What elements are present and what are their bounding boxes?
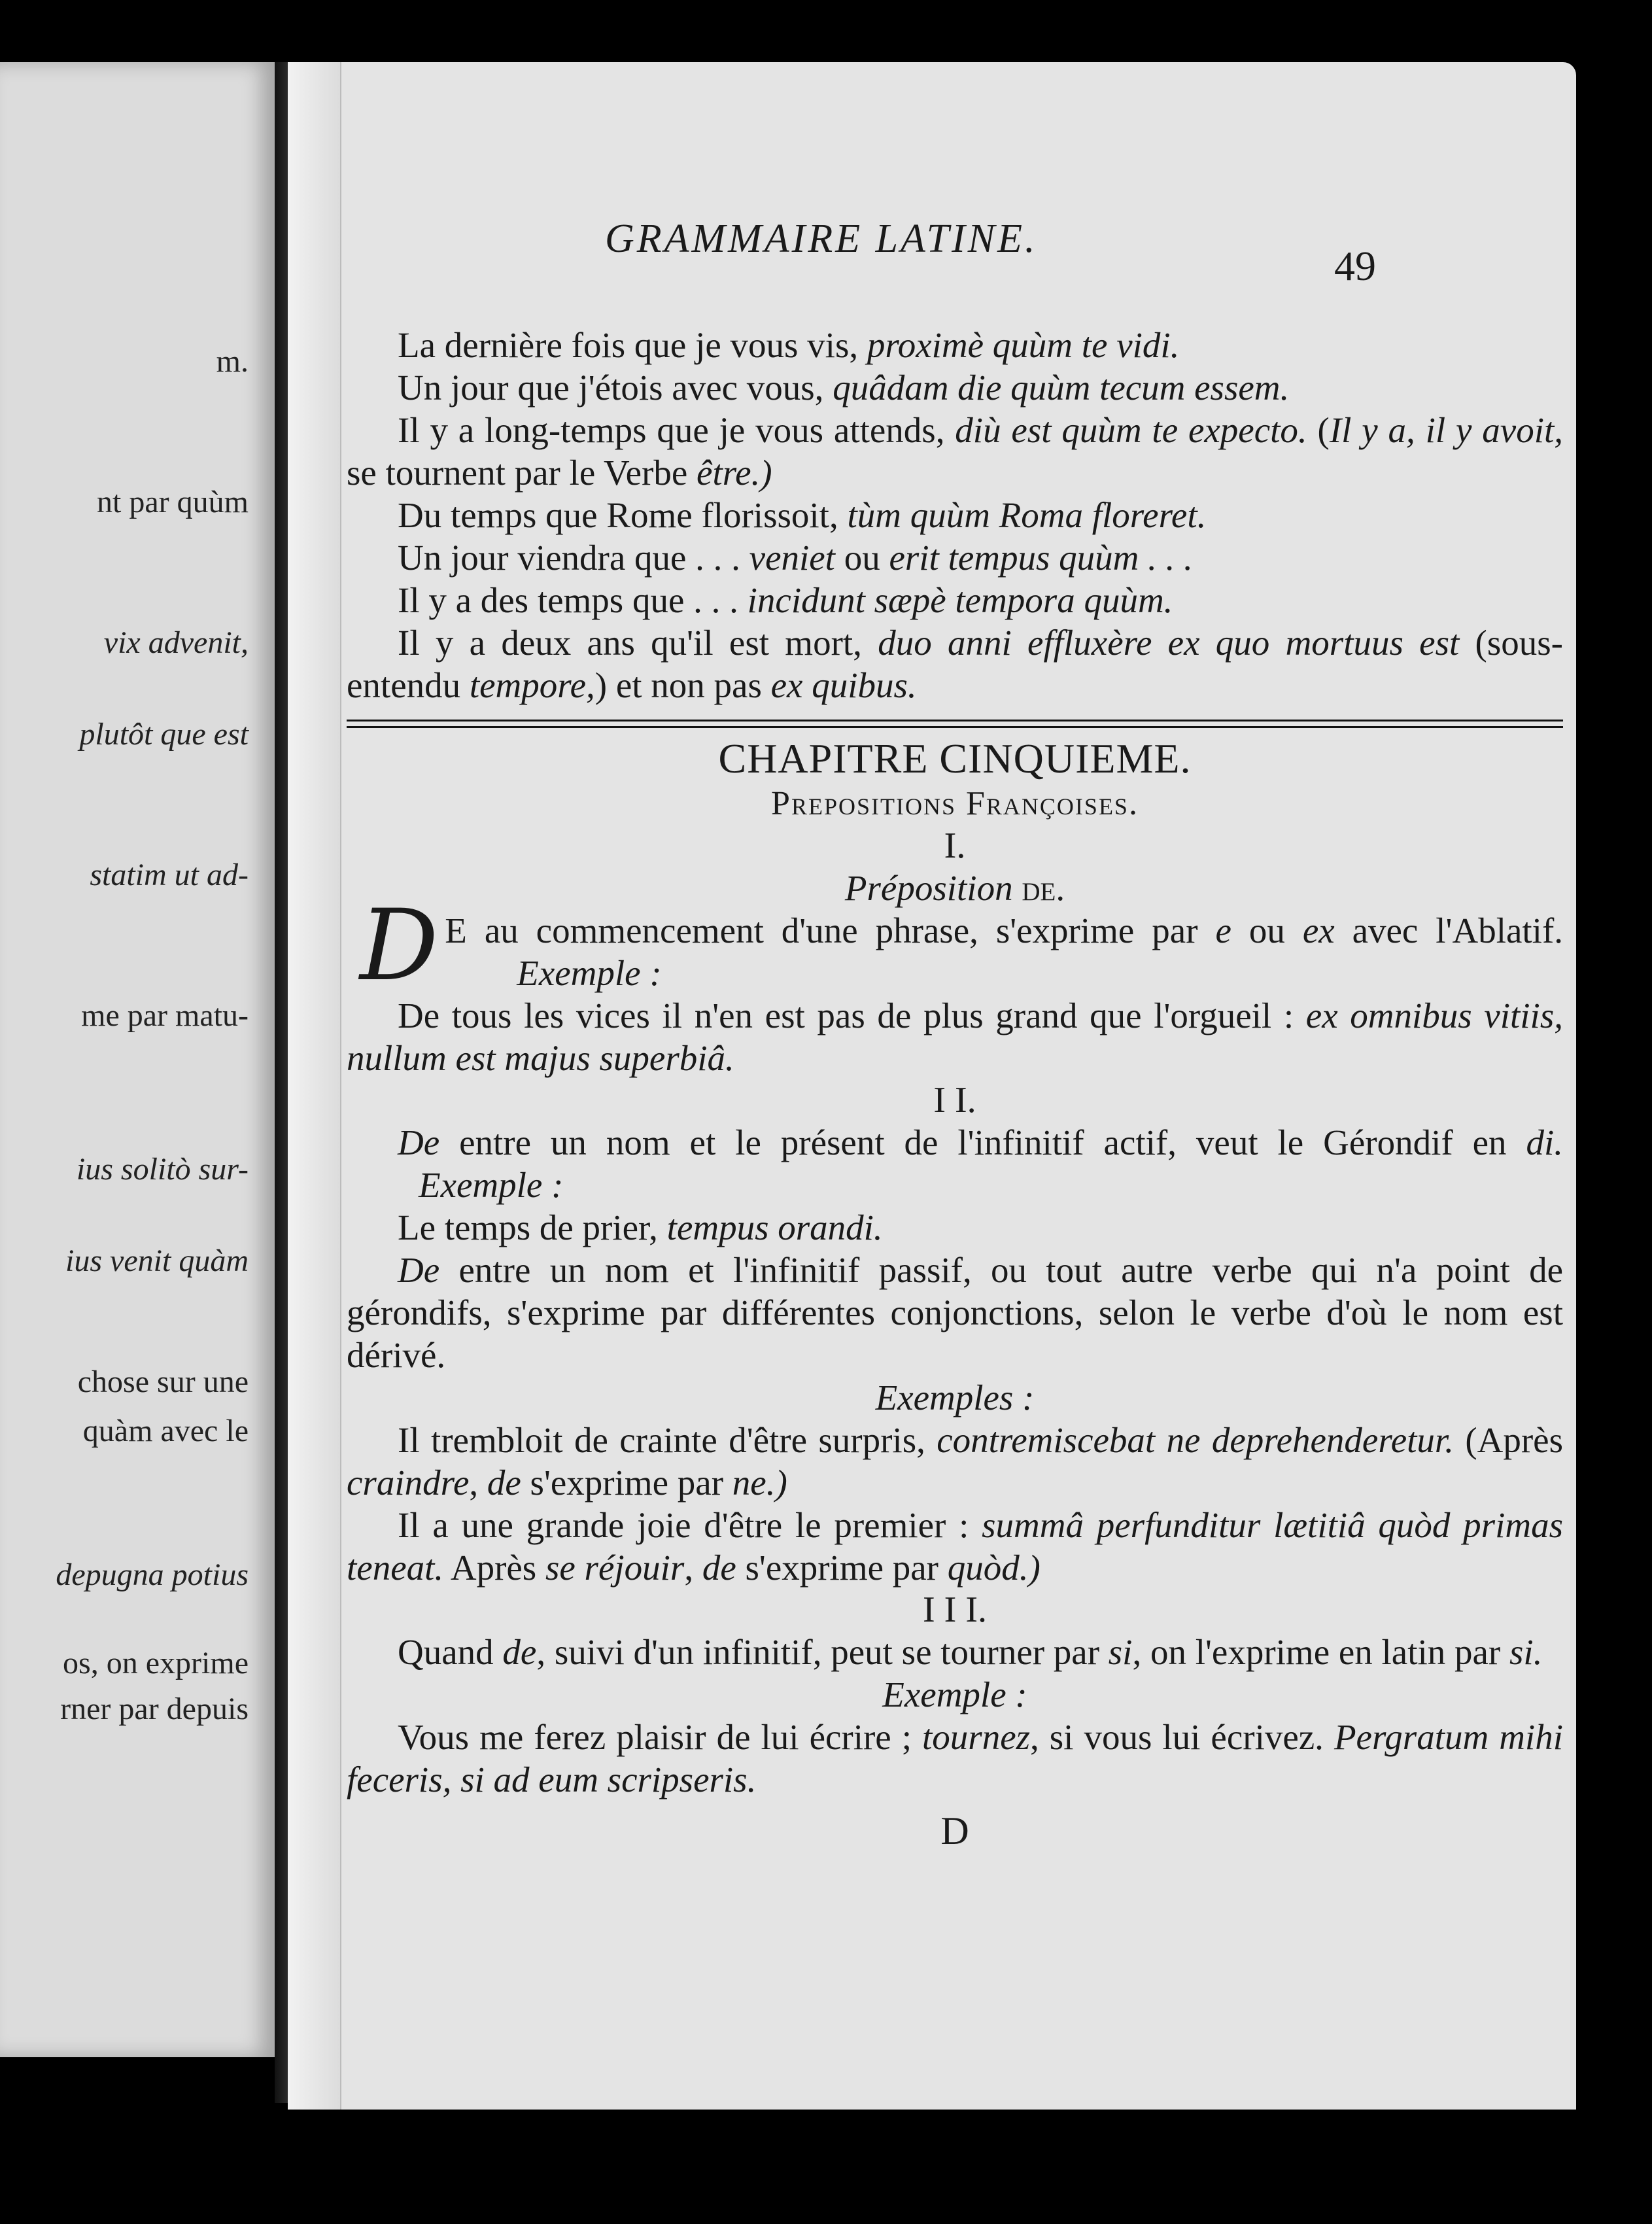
intro-line: Un jour que j'étois avec vous, quâdam die quùm tecum essem. [398,368,1290,408]
example-text: De tous les vices il n'en est pas de plus grand que l'orgueil : ex omnibus vitiis, nullum est majus superbiâ. [347,996,1563,1078]
example-text: Le temps de prier, tempus orandi. [398,1208,883,1247]
intro-line: La dernière fois que je vous vis, proximè quùm te vidi. [398,325,1180,365]
facing-line: ius solitò sur- [76,1152,249,1187]
section-rule-text: De entre un nom et l'infinitif passif, ou tout autre verbe qui n'a point de gérondifs, s'exprime par différentes conjonctions, selon le verbe d'où le nom est dérivé. [347,1250,1563,1375]
facing-line: depugna potius [56,1557,249,1592]
intro-line: Il y a long-temps que je vous attends, diù est quùm te expecto. (Il y a, il y avoit, se tournent par le Verbe être.) [347,410,1564,493]
chapter-subtitle: Prepositions Françoises. [771,785,1139,822]
section-numeral: I I I. [923,1590,987,1630]
running-head: GRAMMAIRE LATINE. [605,217,1038,261]
signature-mark: D [940,1809,969,1852]
section-rule [347,720,1563,728]
intro-line: Du temps que Rome florissoit, tùm quùm Roma floreret. [398,495,1207,535]
facing-line: plutôt que est [79,717,249,752]
chapter-title: CHAPITRE CINQUIEME. [718,735,1192,782]
facing-line: os, on exprime [63,1646,249,1680]
facing-page [0,62,275,2057]
example-label: Exemples : [875,1378,1035,1417]
section-rule-text: De entre un nom et le présent de l'infinitif actif, veut le Gérondif en di. Exemple : [398,1122,1563,1205]
intro-line: Il y a deux ans qu'il est mort, duo anni effluxère ex quo mortuus est (sous-entendu tempore,) et non pas ex quibus. [347,623,1563,705]
example-text: Il trembloit de crainte d'être surpris, contremiscebat ne deprehenderetur. (Après craindre, de s'exprime par ne.) [347,1420,1563,1503]
facing-line: quàm avec le [82,1414,249,1448]
example-label: Exemple : [517,953,662,993]
page-content [347,324,1563,1852]
section-heading: Préposition de. [844,868,1065,908]
example-text: Vous me ferez plaisir de lui écrire ; tournez, si vous lui écrivez. Pergratum mihi feceris, si ad eum scripseris. [347,1717,1563,1799]
example-label: Exemple : [419,1165,564,1205]
facing-line: rner par depuis [60,1692,249,1726]
facing-line: nt par quùm [97,485,249,519]
example-text: Il a une grande joie d'être le premier : summâ perfunditur lætitiâ quòd primas teneat. Après se réjouir, de s'exprime par quòd.) [347,1505,1563,1588]
page-edge [288,62,341,2110]
facing-line: statim ut ad- [90,858,249,892]
facing-line: me par matu- [81,998,249,1033]
facing-line: chose sur une [77,1364,249,1399]
section-numeral: I. [944,825,966,866]
drop-cap: D [360,889,439,1003]
page-number: 49 [1334,243,1376,289]
facing-line: m. [216,344,249,379]
intro-line: Un jour viendra que . . . veniet ou erit tempus quùm . . . [398,538,1193,578]
section-rule-text: Quand de, suivi d'un infinitif, peut se tourner par si, on l'exprime en latin par si. [398,1632,1543,1672]
section-numeral: I I. [933,1080,976,1121]
facing-line: vix advenit, [103,625,249,660]
book-page [288,62,1576,2110]
facing-line: ius venit quàm [65,1243,249,1278]
intro-line: Il y a des temps que . . . incidunt sæpè tempora quùm. [398,580,1173,620]
section-rule-text: D E au commencement d'une phrase, s'exprime par e ou ex avec l'Ablatif. Exemple : [360,889,1564,1003]
example-label: Exemple : [882,1675,1027,1714]
